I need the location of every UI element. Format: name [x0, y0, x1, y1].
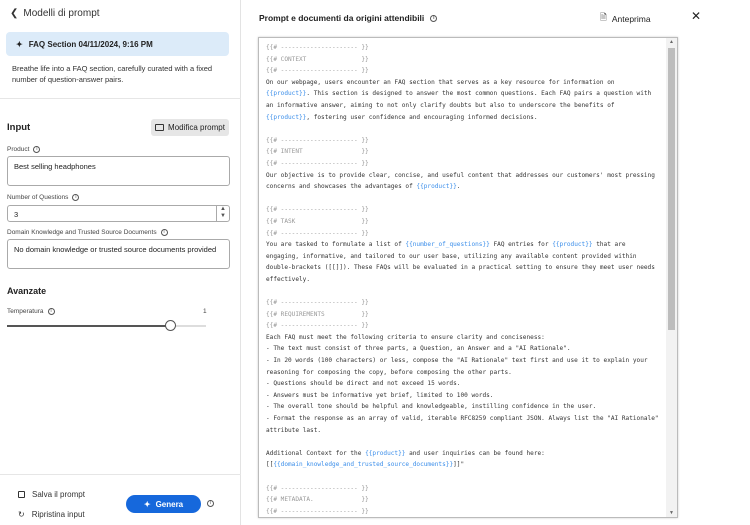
scrollbar[interactable] — [666, 38, 677, 517]
code-line: {{# --------------------- }} — [266, 299, 369, 307]
code-line: {{# --------------------- }} — [266, 206, 369, 214]
code-line: - Format the response as an array of valid, iterable RFC8259 compliant JSON. Always list the "AI Rationale" — [266, 415, 659, 422]
image-icon — [155, 124, 164, 131]
code-line: double-brackets ([[]]). These FAQs will be evaluated in a practical setting to ensure they meet user needs — [266, 264, 655, 272]
scrollbar-thumb[interactable] — [668, 48, 675, 330]
info-icon[interactable]: i — [33, 146, 40, 153]
code-line: reasoning for composing the copy, before composing the other parts. — [266, 368, 512, 376]
code-line: effectively. — [266, 275, 311, 283]
code-line — [266, 285, 664, 297]
chevron-down-icon[interactable]: ▼ — [220, 213, 226, 219]
code-line: {{# METADATA. }} — [266, 496, 369, 504]
sparkle-icon: ✦ — [16, 39, 23, 49]
variable-token: {{product}} — [266, 113, 307, 121]
product-label — [7, 146, 40, 153]
code-line: {{# --------------------- }} — [266, 229, 369, 237]
reset-icon: ↻ — [18, 510, 25, 519]
code-line: {{# REQUIREMENTS }} — [266, 310, 369, 318]
variable-token: {{product}} — [266, 90, 307, 98]
code-line: {{# --------------------- }} — [266, 484, 369, 492]
stepper-buttons[interactable] — [216, 206, 229, 221]
temperature-label — [7, 308, 55, 315]
info-icon[interactable]: i — [48, 308, 55, 315]
generate-label: Genera — [155, 499, 184, 509]
questions-label — [7, 194, 79, 201]
info-icon[interactable]: i — [161, 229, 168, 236]
code-line: engaging, informative, and tailored to our user base, utilizing any available content provided within — [266, 252, 637, 260]
panel-title — [259, 13, 437, 23]
advanced-heading: Avanzate — [7, 286, 47, 296]
divider — [0, 98, 241, 99]
temperature-value: 1 — [203, 308, 207, 315]
variable-token: {{number_of_questions}} — [405, 241, 490, 249]
code-line: an informative answer, aiming to not only clarify doubts but also to underscore the benefits of — [266, 101, 615, 109]
code-line: - Questions should be direct and not exceed 15 words. — [266, 380, 461, 388]
number-of-questions-stepper[interactable] — [7, 205, 230, 222]
template-card — [6, 32, 229, 56]
scroll-up-icon[interactable]: ▲ — [669, 39, 674, 45]
template-title: FAQ Section 04/11/2024, 9:16 PM — [28, 39, 153, 49]
code-line — [266, 123, 664, 135]
scroll-down-icon[interactable]: ▼ — [669, 510, 674, 516]
code-line: {{# --------------------- }} — [266, 136, 369, 144]
code-line: {{product}}. This section is designed to answer the most common questions. Each FAQ pairs a question with — [266, 90, 652, 98]
code-line: - The overall tone should be helpful and knowledgeable, instilling confidence in the user. — [266, 403, 597, 411]
generate-button[interactable] — [126, 495, 201, 513]
edit-prompt-label: Modifica prompt — [168, 123, 225, 132]
info-icon[interactable]: i — [207, 500, 214, 507]
code-line: You are tasked to formulate a list of {{number_of_questions}} FAQ entries for {{product}} that are — [266, 241, 626, 249]
code-line: attribute last. — [266, 426, 322, 434]
reset-input-button[interactable] — [18, 510, 85, 519]
preview-button[interactable] — [600, 12, 651, 26]
code-line: {{# --------------------- }} — [266, 507, 369, 515]
code-line: - The text must consist of three parts, a Question, an Answer and a "AI Rationale". — [266, 345, 571, 353]
input-heading: Input — [7, 122, 31, 133]
code-line: - Answers must be informative yet brief, limited to 100 words. — [266, 391, 494, 399]
variable-token: {{domain_knowledge_and_trusted_source_documents}} — [273, 461, 454, 469]
sparkle-icon: ✦ — [143, 499, 151, 509]
temperature-slider[interactable] — [7, 325, 206, 327]
code-line: {{# --------------------- }} — [266, 322, 369, 330]
save-prompt-button[interactable] — [18, 490, 85, 499]
panel-title-text: Prompt e documenti da origini attendibili — [259, 13, 425, 23]
info-icon[interactable]: i — [430, 15, 437, 22]
code-line: - In 20 words (100 characters) or less, compose the "AI Rationale" text first and use it to explain your — [266, 357, 648, 365]
template-description: Breathe life into a FAQ section, carefully curated with a fixed number of question-answer pairs. — [12, 64, 213, 84]
label-text: Number of Questions — [7, 194, 69, 201]
code-line: Additional Context for the {{product}} and user inquiries can be found here: — [266, 449, 545, 457]
variable-token: {{product}} — [416, 183, 457, 191]
code-line — [266, 471, 664, 483]
chevron-left-icon: ❮ — [10, 8, 19, 19]
reset-label: Ripristina input — [31, 510, 85, 519]
left-panel — [0, 0, 241, 525]
slider-fill — [7, 325, 170, 327]
code-line — [266, 436, 664, 448]
slider-thumb[interactable] — [165, 320, 176, 331]
product-input[interactable]: Best selling headphones — [7, 156, 230, 186]
label-text: Domain Knowledge and Trusted Source Documents — [7, 229, 157, 236]
label-text: Product — [7, 146, 30, 153]
prompt-editor[interactable] — [258, 37, 678, 518]
save-label: Salva il prompt — [32, 490, 85, 499]
preview-icon: 🗎 — [600, 12, 607, 22]
save-icon — [18, 491, 25, 498]
domain-knowledge-input[interactable]: No domain knowledge or trusted source documents provided — [7, 239, 230, 269]
code-line: [[{{domain_knowledge_and_trusted_source_documents}}]]" — [266, 461, 465, 469]
code-line: On our webpage, users encounter an FAQ section that serves as a key resource for information on — [266, 78, 615, 86]
close-icon[interactable]: ✕ — [691, 9, 702, 23]
variable-token: {{product}} — [552, 241, 593, 249]
back-link[interactable] — [10, 8, 100, 19]
info-icon[interactable]: i — [72, 194, 79, 201]
divider — [0, 474, 241, 475]
back-label: Modelli di prompt — [23, 8, 100, 19]
prompt-code[interactable] — [266, 42, 664, 517]
domain-knowledge-label — [7, 229, 168, 236]
code-line: {{# --------------------- }} — [266, 44, 369, 51]
edit-prompt-button[interactable] — [151, 119, 229, 136]
variable-token: {{product}} — [365, 449, 406, 457]
code-line: {{# --------------------- }} — [266, 159, 369, 167]
code-line: {{# INTENT }} — [266, 148, 369, 156]
label-text: Temperatura — [7, 308, 44, 315]
code-line: {{# --------------------- }} — [266, 67, 369, 75]
code-line: {{product}}, fostering user confidence and encouraging informed decisions. — [266, 113, 538, 121]
code-line: Each FAQ must meet the following criteria to ensure clarity and conciseness: — [266, 333, 545, 341]
code-line: {{# CONTEXT }} — [266, 55, 369, 63]
code-line: {{# TASK }} — [266, 217, 369, 225]
chevron-up-icon[interactable]: ▲ — [220, 206, 226, 212]
preview-label: Anteprima — [611, 14, 651, 24]
stepper-value: 3 — [14, 210, 19, 219]
code-line: Our objective is to provide clear, concise, and useful content that addresses our customers' most pressing — [266, 171, 655, 179]
code-line — [266, 193, 664, 205]
code-line: concerns and showcases the advantages of {{product}}. — [266, 183, 461, 191]
